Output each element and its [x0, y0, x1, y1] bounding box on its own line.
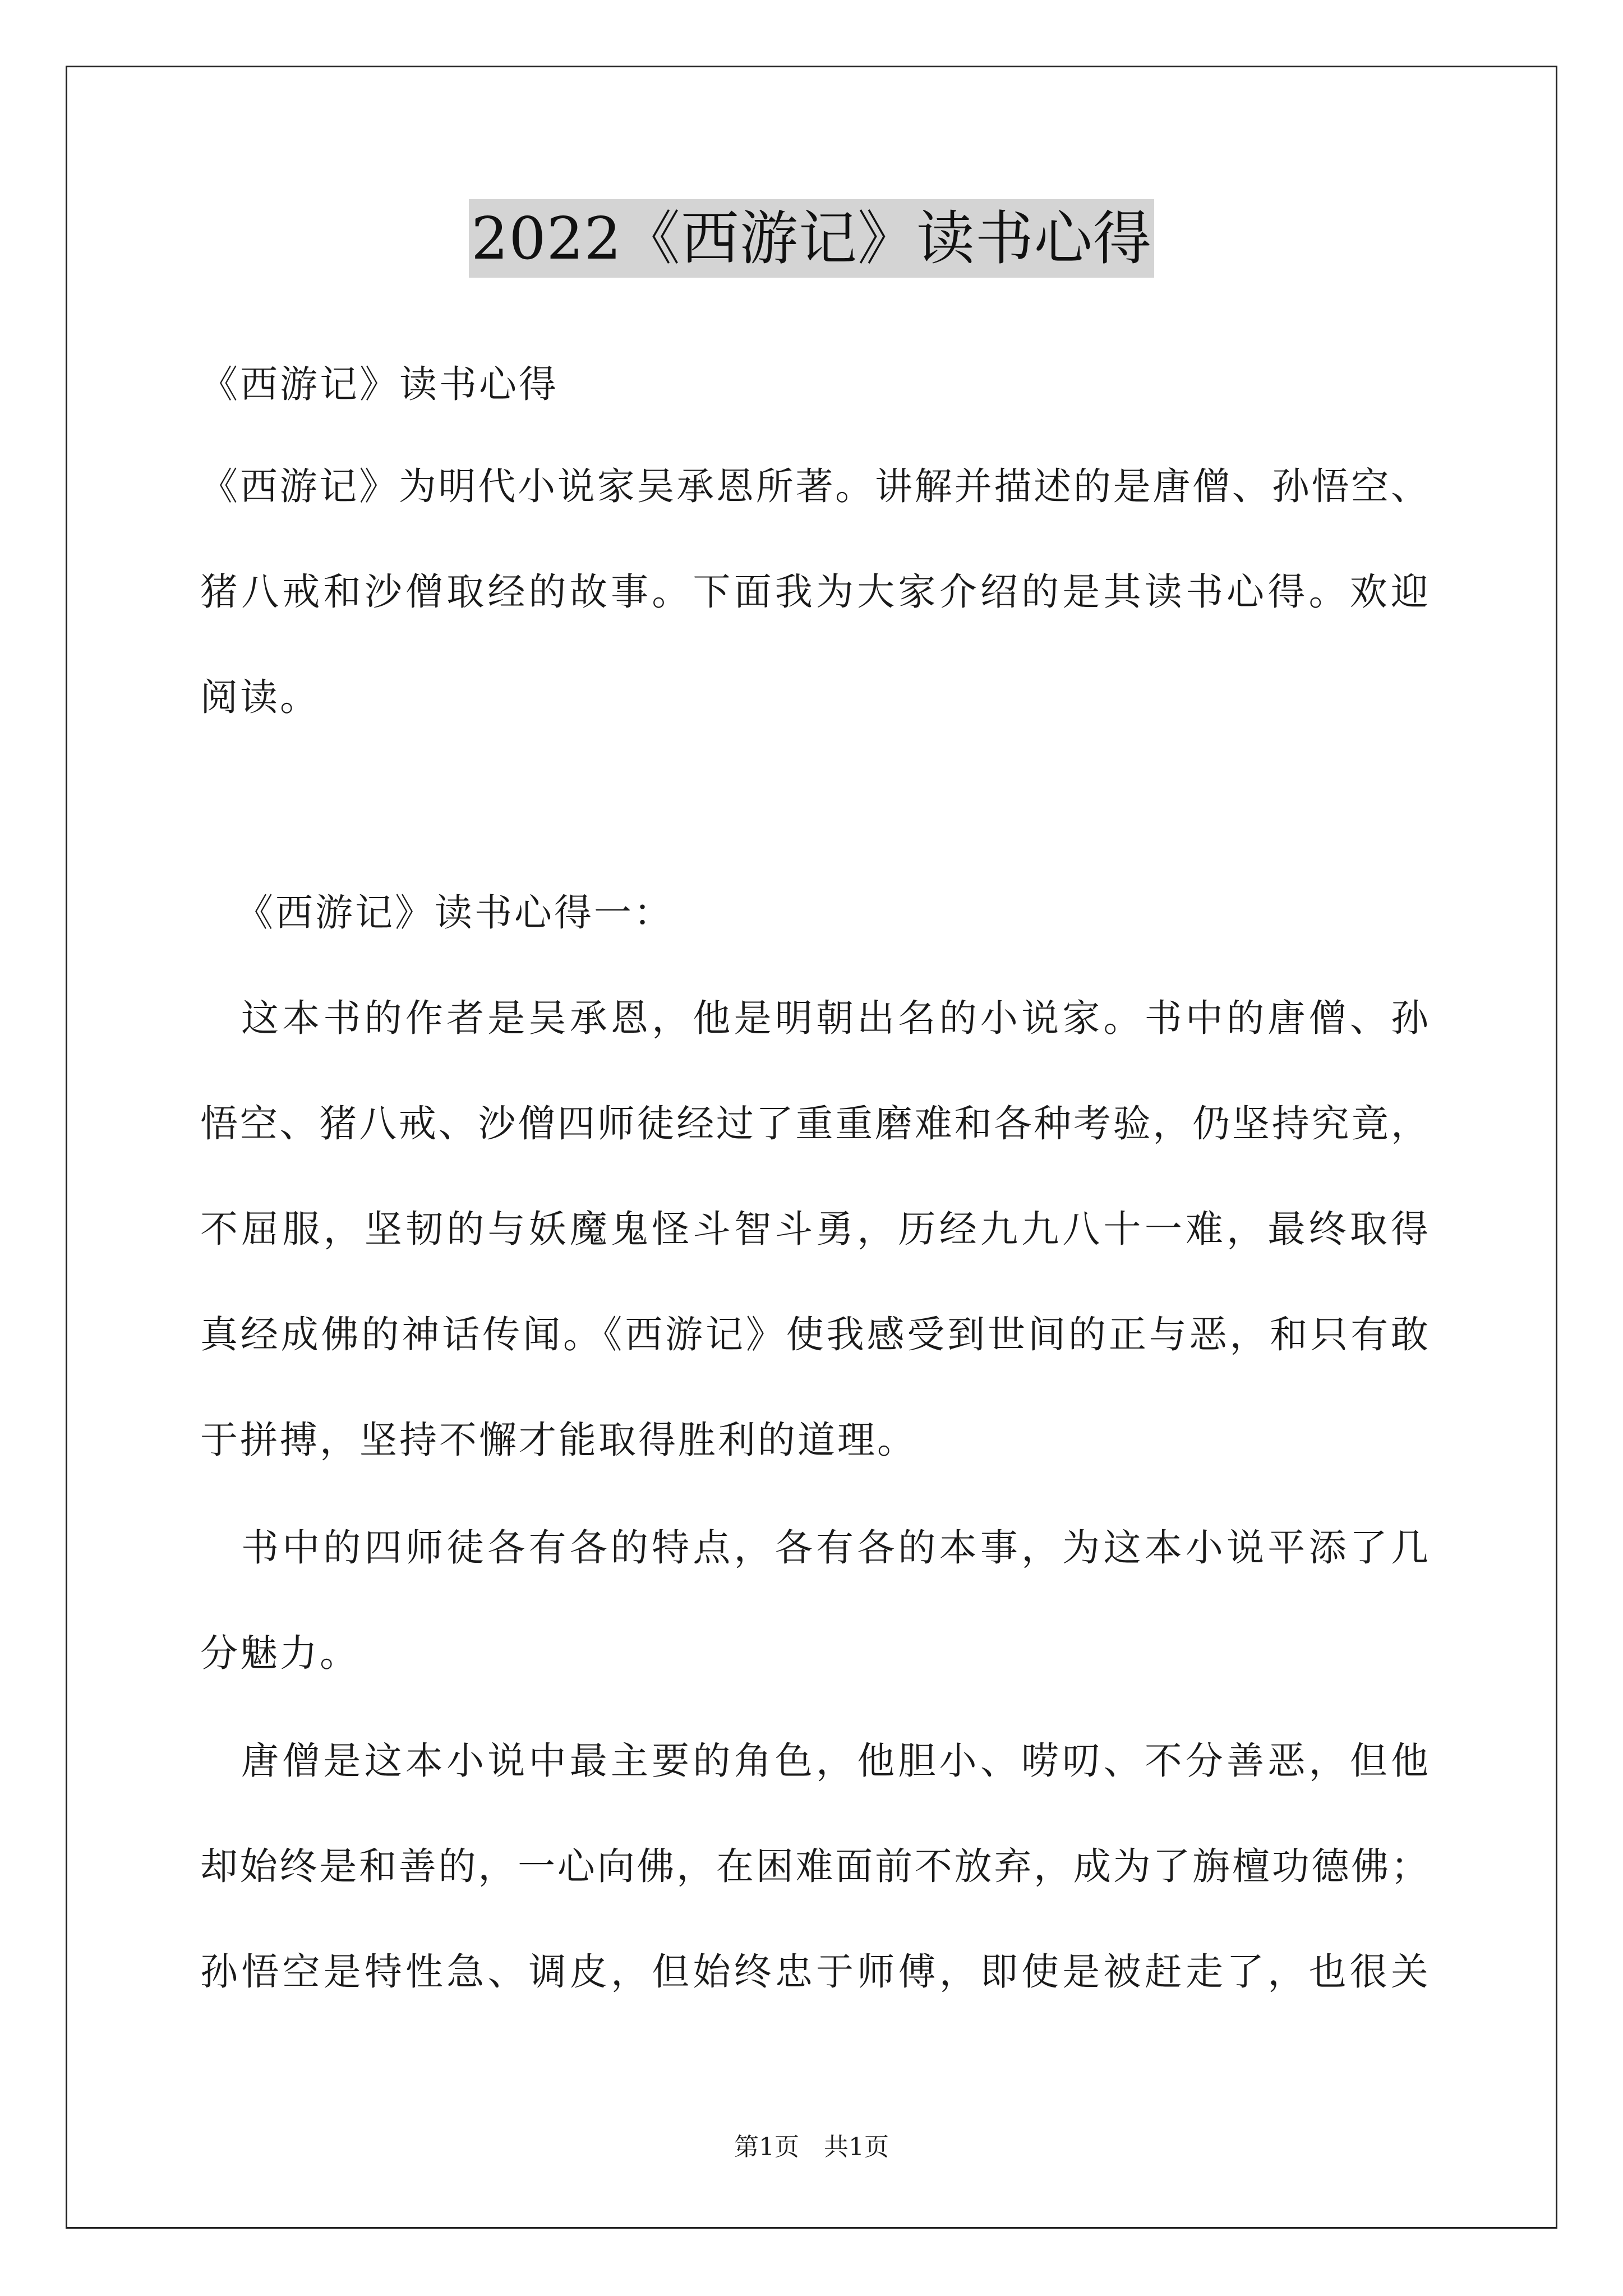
paragraph-line: 分魅力。 — [200, 1631, 359, 1675]
subtitle-line: 《西游记》读书心得 — [200, 362, 559, 406]
paragraph-line: 书中的四师徒各有各的特点，各有各的本事，为这本小说平添了几 — [241, 1526, 1428, 1570]
paragraph-line: 《西游记》为明代小说家吴承恩所著。讲解并描述的是唐僧、孙悟空、 — [200, 464, 1428, 508]
paragraph-line: 不屈服，坚韧的与妖魔鬼怪斗智斗勇，历经九九八十一难，最终取得 — [200, 1207, 1428, 1251]
paragraph-line: 阅读。 — [200, 675, 320, 719]
paragraph-line: 悟空、猪八戒、沙僧四师徒经过了重重磨难和各种考验，仍坚持究竟， — [200, 1102, 1428, 1145]
paragraph-line: 猪八戒和沙僧取经的故事。下面我为大家介绍的是其读书心得。欢迎 — [200, 570, 1428, 614]
paragraph-line: 孙悟空是特性急、调皮，但始终忠于师傅，即使是被赶走了，也很关 — [200, 1950, 1428, 1994]
page-footer: 第1页 共1页 — [734, 2133, 889, 2161]
paragraph-line: 唐僧是这本小说中最主要的角色，他胆小、唠叨、不分善恶，但他 — [241, 1739, 1428, 1783]
paragraph-line: 真经成佛的神话传闻。《西游记》使我感受到世间的正与恶，和只有敢 — [200, 1313, 1428, 1356]
title-container — [0, 199, 1623, 278]
paragraph-line: 于拼搏，坚持不懈才能取得胜利的道理。 — [200, 1418, 917, 1462]
paragraph-line: 这本书的作者是吴承恩，他是明朝出名的小说家。书中的唐僧、孙 — [241, 996, 1428, 1040]
document-title: 2022《西游记》读书心得 — [469, 199, 1154, 278]
paragraph-line: 却始终是和善的，一心向佛，在困难面前不放弃，成为了旃檀功德佛； — [200, 1844, 1428, 1888]
section-heading: 《西游记》读书心得一： — [236, 891, 674, 935]
